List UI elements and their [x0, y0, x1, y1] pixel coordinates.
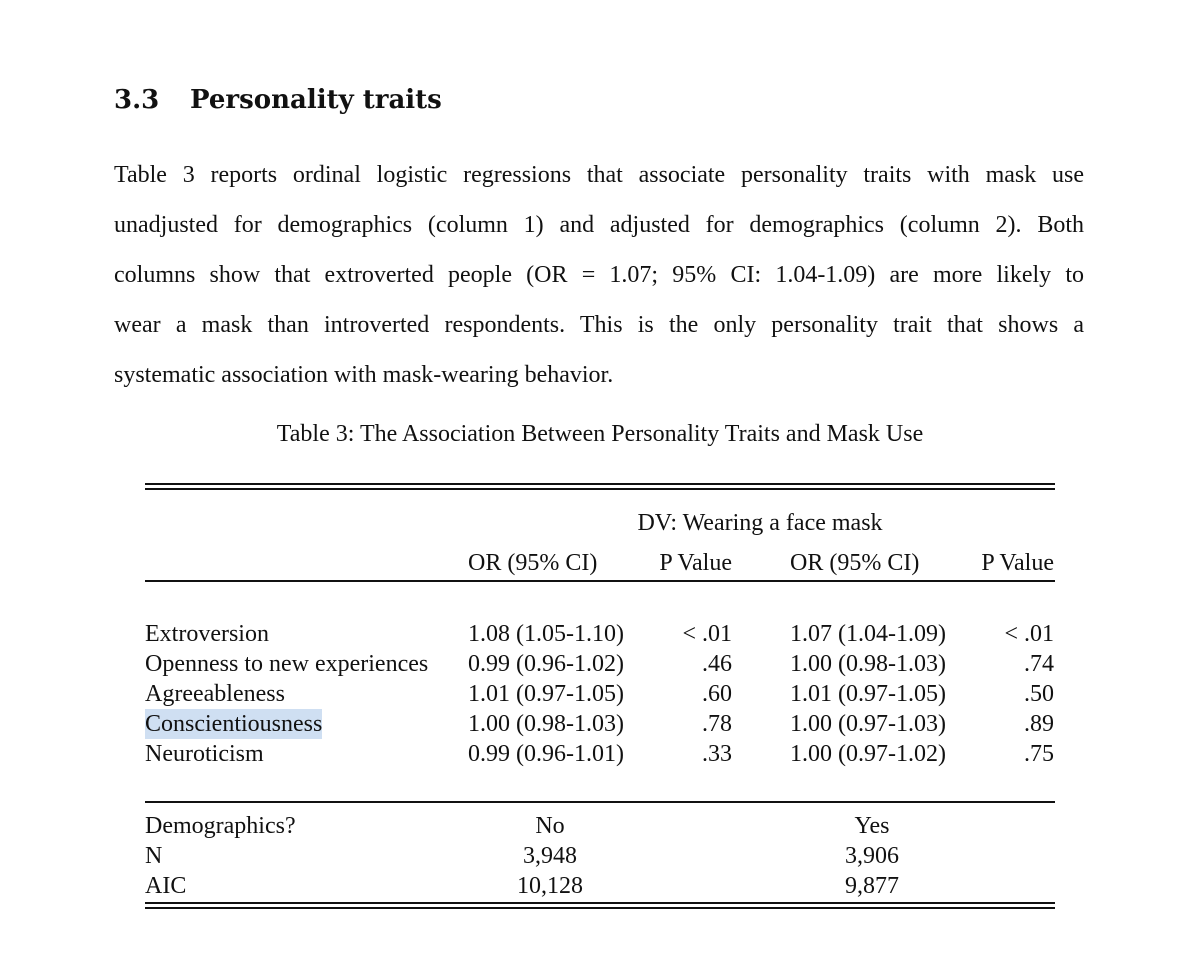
col-header-p2: P Value [981, 550, 1054, 576]
section-heading [114, 82, 442, 118]
footer-col1: No [535, 813, 565, 839]
or-col2: 1.01 (0.97-1.05) [790, 681, 946, 707]
row-label: Extroversion [145, 621, 269, 647]
paragraph-line: columns show that extroverted people (OR = 1.07; 95% CI: 1.04-1.09) are more likely to [114, 262, 1084, 288]
p-col1: .46 [702, 651, 732, 677]
footer-label: N [145, 843, 163, 869]
body-paragraph [114, 150, 1084, 400]
p-col2: .75 [1024, 741, 1054, 767]
p-col1: .60 [702, 681, 732, 707]
footer-col2: Yes [854, 813, 890, 839]
footer-col1: 10,128 [517, 873, 583, 899]
p-col1: .33 [702, 741, 732, 767]
footer-col2: 9,877 [845, 873, 899, 899]
p-col1: < .01 [682, 621, 732, 647]
footer-col1: 3,948 [523, 843, 577, 869]
or-col2: 1.00 (0.97-1.02) [790, 741, 946, 767]
row-label: Agreeableness [145, 681, 285, 707]
p-col2: .50 [1024, 681, 1054, 707]
or-col1: 1.01 (0.97-1.05) [468, 681, 624, 707]
col-header-or1: OR (95% CI) [468, 550, 598, 576]
or-col1: 1.00 (0.98-1.03) [468, 711, 624, 737]
section-title: Personality traits [190, 85, 442, 115]
table-bottom-rule-double [145, 907, 1055, 909]
table-caption: Table 3: The Association Between Personality Traits and Mask Use [276, 421, 924, 447]
or-col1: 0.99 (0.96-1.02) [468, 651, 624, 677]
row-label: Openness to new experiences [145, 651, 429, 677]
col-header-p1: P Value [659, 550, 732, 576]
paragraph-line: Table 3 reports ordinal logistic regressions that associate personality traits with mask use [114, 162, 1084, 188]
p-col2: .89 [1024, 711, 1054, 737]
col-header-or2: OR (95% CI) [790, 550, 920, 576]
p-col2: < .01 [1004, 621, 1054, 647]
or-col2: 1.00 (0.97-1.03) [790, 711, 946, 737]
paragraph-line: wear a mask than introverted respondents. This is the only personality trait that shows a [114, 312, 1084, 338]
row-label-selected[interactable]: Conscientiousness [145, 711, 323, 737]
p-col1: .78 [702, 711, 732, 737]
footer-label: Demographics? [145, 813, 296, 839]
or-col2: 1.07 (1.04-1.09) [790, 621, 946, 647]
header-rule [145, 580, 1055, 582]
footer-col2: 3,906 [845, 843, 899, 869]
footer-rule [145, 801, 1055, 803]
or-col1: 1.08 (1.05-1.10) [468, 621, 624, 647]
row-label: Neuroticism [145, 741, 264, 767]
paragraph-line: systematic association with mask-wearing behavior. [114, 362, 614, 388]
table-top-rule-double [145, 488, 1055, 490]
section-number: 3.3 [114, 85, 160, 115]
dv-label: DV: Wearing a face mask [637, 510, 883, 536]
paragraph-line: unadjusted for demographics (column 1) and adjusted for demographics (column 2). Both [114, 212, 1084, 238]
or-col2: 1.00 (0.98-1.03) [790, 651, 946, 677]
table-top-rule [145, 483, 1055, 485]
table-bottom-rule [145, 902, 1055, 904]
p-col2: .74 [1024, 651, 1054, 677]
or-col1: 0.99 (0.96-1.01) [468, 741, 624, 767]
footer-label: AIC [145, 873, 187, 899]
